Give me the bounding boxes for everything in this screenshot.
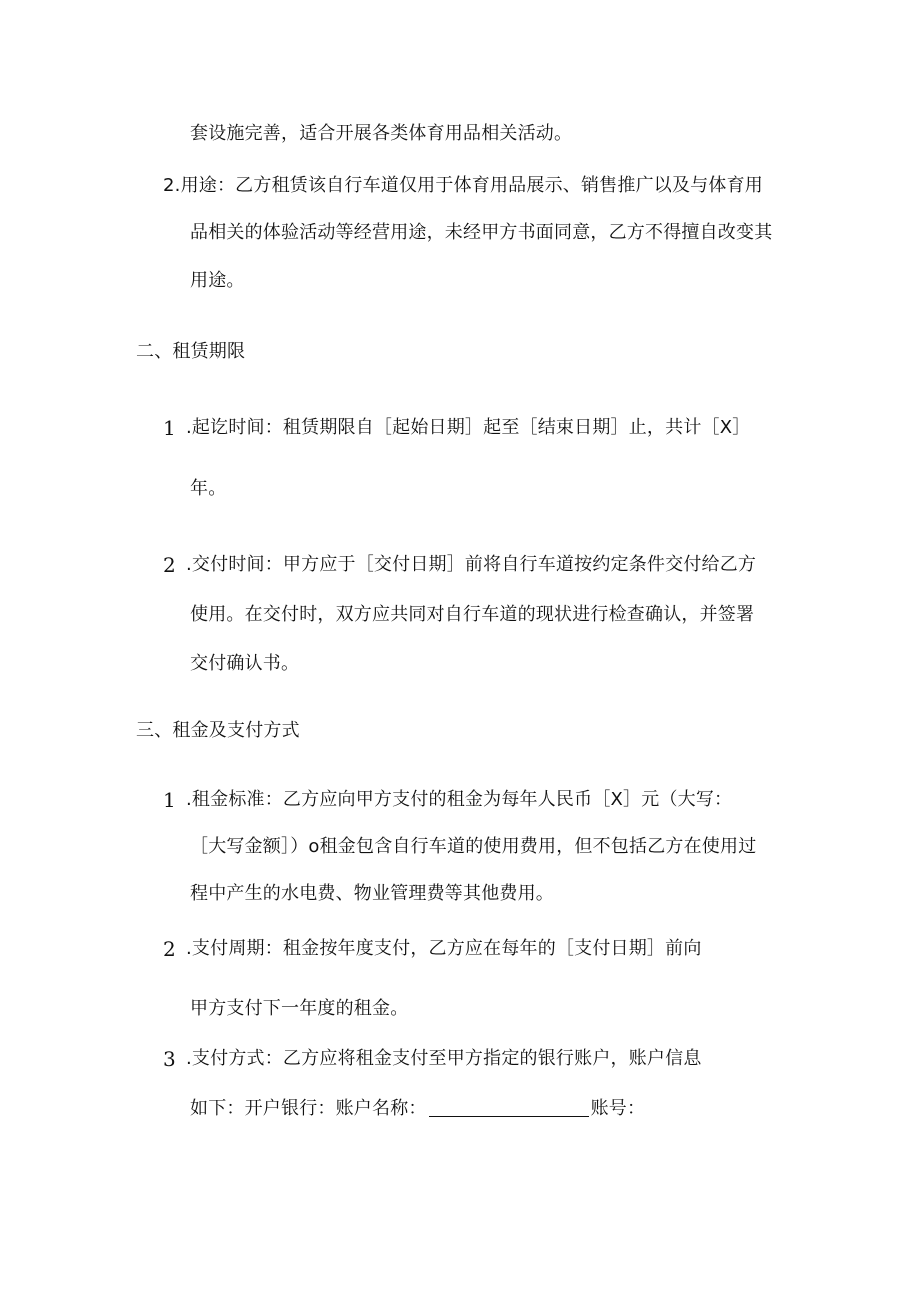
paragraph-line: 交付确认书。 — [190, 653, 300, 674]
paragraph-line: 用途。 — [190, 270, 245, 291]
section-heading-rent-payment: 三、租金及支付方式 — [136, 720, 300, 741]
item-rent-standard: .租金标准：乙方应向甲方支付的租金为每年人民币［X］元（大写： — [186, 789, 733, 810]
item-usage-line: 2.用途：乙方租赁该自行车道仅用于体育用品展示、销售推广以及与体育用 — [163, 175, 763, 196]
paragraph-line: 年。 — [190, 478, 227, 499]
paragraph-line: ［大写金额］）o租金包含自行车道的使用费用，但不包括乙方在使用过 — [190, 836, 757, 857]
account-name-blank — [429, 1098, 589, 1117]
item-start-end-time: .起讫时间：租赁期限自［起始日期］起至［结束日期］止，共计［X］ — [186, 417, 751, 438]
paragraph-line: 使用。在交付时，双方应共同对自行车道的现状进行检查确认，并签署 — [190, 604, 755, 625]
bank-account-line — [190, 1097, 645, 1121]
paragraph-line: 品相关的体验活动等经营用途，未经甲方书面同意，乙方不得擅自改变其 — [190, 222, 773, 243]
item-payment-cycle: .支付周期：租金按年度支付，乙方应在每年的［支付日期］前向 — [186, 938, 702, 959]
paragraph-line: 程中产生的水电费、物业管理费等其他费用。 — [190, 883, 554, 904]
item-number: 1 — [163, 788, 176, 812]
paragraph-line: 套设施完善，适合开展各类体育用品相关活动。 — [190, 123, 573, 144]
bank-label: 如下：开户银行：账户名称： — [190, 1098, 427, 1119]
item-number: 2 — [163, 937, 176, 961]
paragraph-line: 甲方支付下一年度的租金。 — [190, 998, 409, 1019]
item-number: 1 — [163, 416, 176, 440]
item-number: 2 — [163, 553, 176, 577]
account-number-label: 账号： — [590, 1098, 646, 1119]
item-delivery-time: .交付时间：甲方应于［交付日期］前将自行车道按约定条件交付给乙方 — [186, 554, 757, 575]
item-number: 3 — [163, 1047, 176, 1071]
section-heading-lease-term: 二、租赁期限 — [136, 341, 246, 362]
item-payment-method: .支付方式：乙方应将租金支付至甲方指定的银行账户，账户信息 — [186, 1048, 702, 1069]
